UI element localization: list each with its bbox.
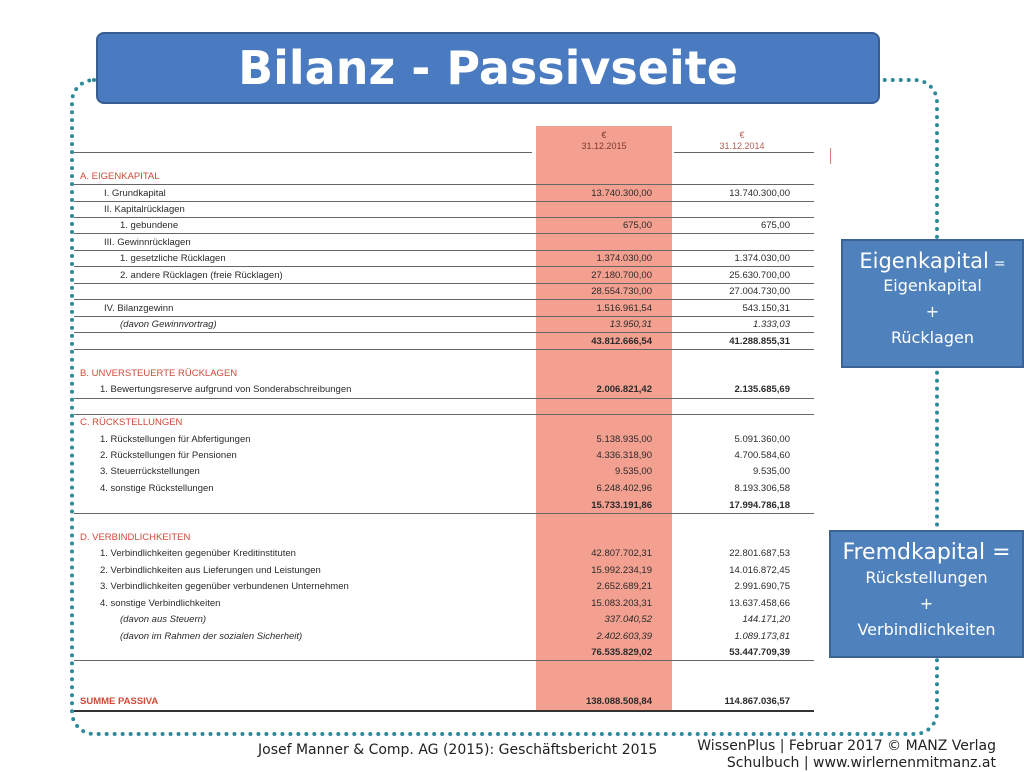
table-row: D. VERBINDLICHKEITEN (80, 532, 191, 543)
table-row: 15.733.191,86 17.994.786,18 (591, 500, 790, 511)
column-header-2015 (536, 130, 672, 152)
eigenkapital-line2: Rücklagen (891, 328, 974, 347)
table-row: B. UNVERSTEUERTE RÜCKLAGEN (80, 368, 238, 379)
table-row: (davon im Rahmen der sozialen Sicherheit) 2.402.603,39 1.089.173,81 (120, 631, 790, 642)
table-row: C. RÜCKSTELLUNGEN (80, 417, 183, 428)
row-rule (74, 299, 814, 300)
table-row: II. Kapitalrücklagen (104, 204, 185, 215)
publisher-line1: WissenPlus | Februar 2017 © MANZ Verlag (697, 738, 996, 754)
row-rule (74, 250, 814, 251)
fremdkapital-line2: Verbindlichkeiten (857, 620, 996, 639)
currency-symbol-2014: € (739, 130, 745, 140)
balance-table (74, 126, 834, 716)
table-row: I. Grundkapital 13.740.300,00 13.740.300,00 (104, 188, 790, 199)
table-row: A. EIGENKAPITAL (80, 171, 160, 182)
table-row: 3. Verbindlichkeiten gegenüber verbundenen Unternehmen 2.652.689,21 2.991.690,75 (100, 581, 790, 592)
table-row: 28.554.730,00 27.004.730,00 (591, 286, 790, 297)
table-row: 43.812.666,54 41.288.855,31 (591, 336, 790, 347)
row-rule (74, 398, 814, 399)
row-rule (74, 184, 814, 185)
table-row: 2. andere Rücklagen (freie Rücklagen) 27.180.700,00 25.630.700,00 (120, 270, 790, 281)
plus-sign: + (919, 594, 934, 613)
table-row: 2. Verbindlichkeiten aus Lieferungen und Leistungen 15.992.234,19 14.016.872,45 (100, 565, 790, 576)
marker-line (830, 148, 831, 164)
date-2015: 31.12.2015 (581, 141, 627, 151)
publisher-line2: Schulbuch | www.wirlernenmitmanz.at (726, 755, 996, 771)
table-row: III. Gewinnrücklagen (104, 237, 191, 248)
source-citation: Josef Manner & Comp. AG (2015): Geschäftsbericht 2015 (258, 742, 658, 758)
header-rule-2014 (674, 152, 814, 153)
row-rule (74, 414, 814, 415)
fremdkapital-heading: Fremdkapital = (842, 540, 1011, 565)
row-rule-bottom (74, 710, 814, 712)
table-row: (davon aus Steuern) 337.040,52 144.171,20 (120, 614, 790, 625)
header-rule (74, 152, 532, 153)
eigenkapital-line1: Eigenkapital (883, 276, 982, 295)
table-row: 3. Steuerrückstellungen 9.535,00 9.535,00 (100, 466, 790, 477)
eigenkapital-heading: Eigenkapital (859, 249, 989, 273)
row-rule (74, 201, 814, 202)
table-row: IV. Bilanzgewinn 1.516.961,54 543.150,31 (104, 303, 790, 314)
row-rule (74, 233, 814, 234)
row-rule (74, 266, 814, 267)
table-row: 76.535.829,02 53.447.709,39 (591, 647, 790, 658)
row-rule (74, 217, 814, 218)
slide-title: Bilanz - Passivseite (96, 32, 880, 104)
table-row-total: SUMME PASSIVA 138.088.508,84 114.867.036,57 (80, 696, 790, 707)
equals-sign: = (993, 256, 1006, 272)
fremdkapital-line1: Rückstellungen (865, 568, 988, 587)
row-rule (74, 316, 814, 317)
publisher-footer (674, 738, 996, 772)
table-row: 2. Rückstellungen für Pensionen 4.336.318,90 4.700.584,60 (100, 450, 790, 461)
row-rule (74, 332, 814, 333)
date-2014: 31.12.2014 (719, 141, 765, 151)
table-row: 4. sonstige Rückstellungen 6.248.402,96 8.193.306,58 (100, 483, 790, 494)
fremdkapital-box (829, 530, 1024, 658)
row-rule (74, 513, 814, 514)
row-rule (74, 283, 814, 284)
table-row: 1. Rückstellungen für Abfertigungen 5.138.935,00 5.091.360,00 (100, 434, 790, 445)
row-rule (74, 660, 814, 661)
table-row: 1. gebundene 675,00 675,00 (120, 220, 790, 231)
table-row: (davon Gewinnvortrag) 13.950,31 1.333,03 (120, 319, 790, 330)
table-row: 1. gesetzliche Rücklagen 1.374.030,00 1.374.030,00 (120, 253, 790, 264)
currency-symbol-2015: € (601, 130, 607, 140)
row-rule (74, 349, 814, 350)
table-row: 1. Verbindlichkeiten gegenüber Kreditinstituten 42.807.702,31 22.801.687,53 (100, 548, 790, 559)
eigenkapital-box (841, 239, 1024, 368)
column-header-2014 (674, 130, 810, 152)
table-row: 1. Bewertungsreserve aufgrund von Sonderabschreibungen 2.006.821,42 2.135.685,69 (100, 384, 790, 395)
table-row: 4. sonstige Verbindlichkeiten 15.083.203,31 13.637.458,66 (100, 598, 790, 609)
plus-sign: + (925, 302, 940, 321)
